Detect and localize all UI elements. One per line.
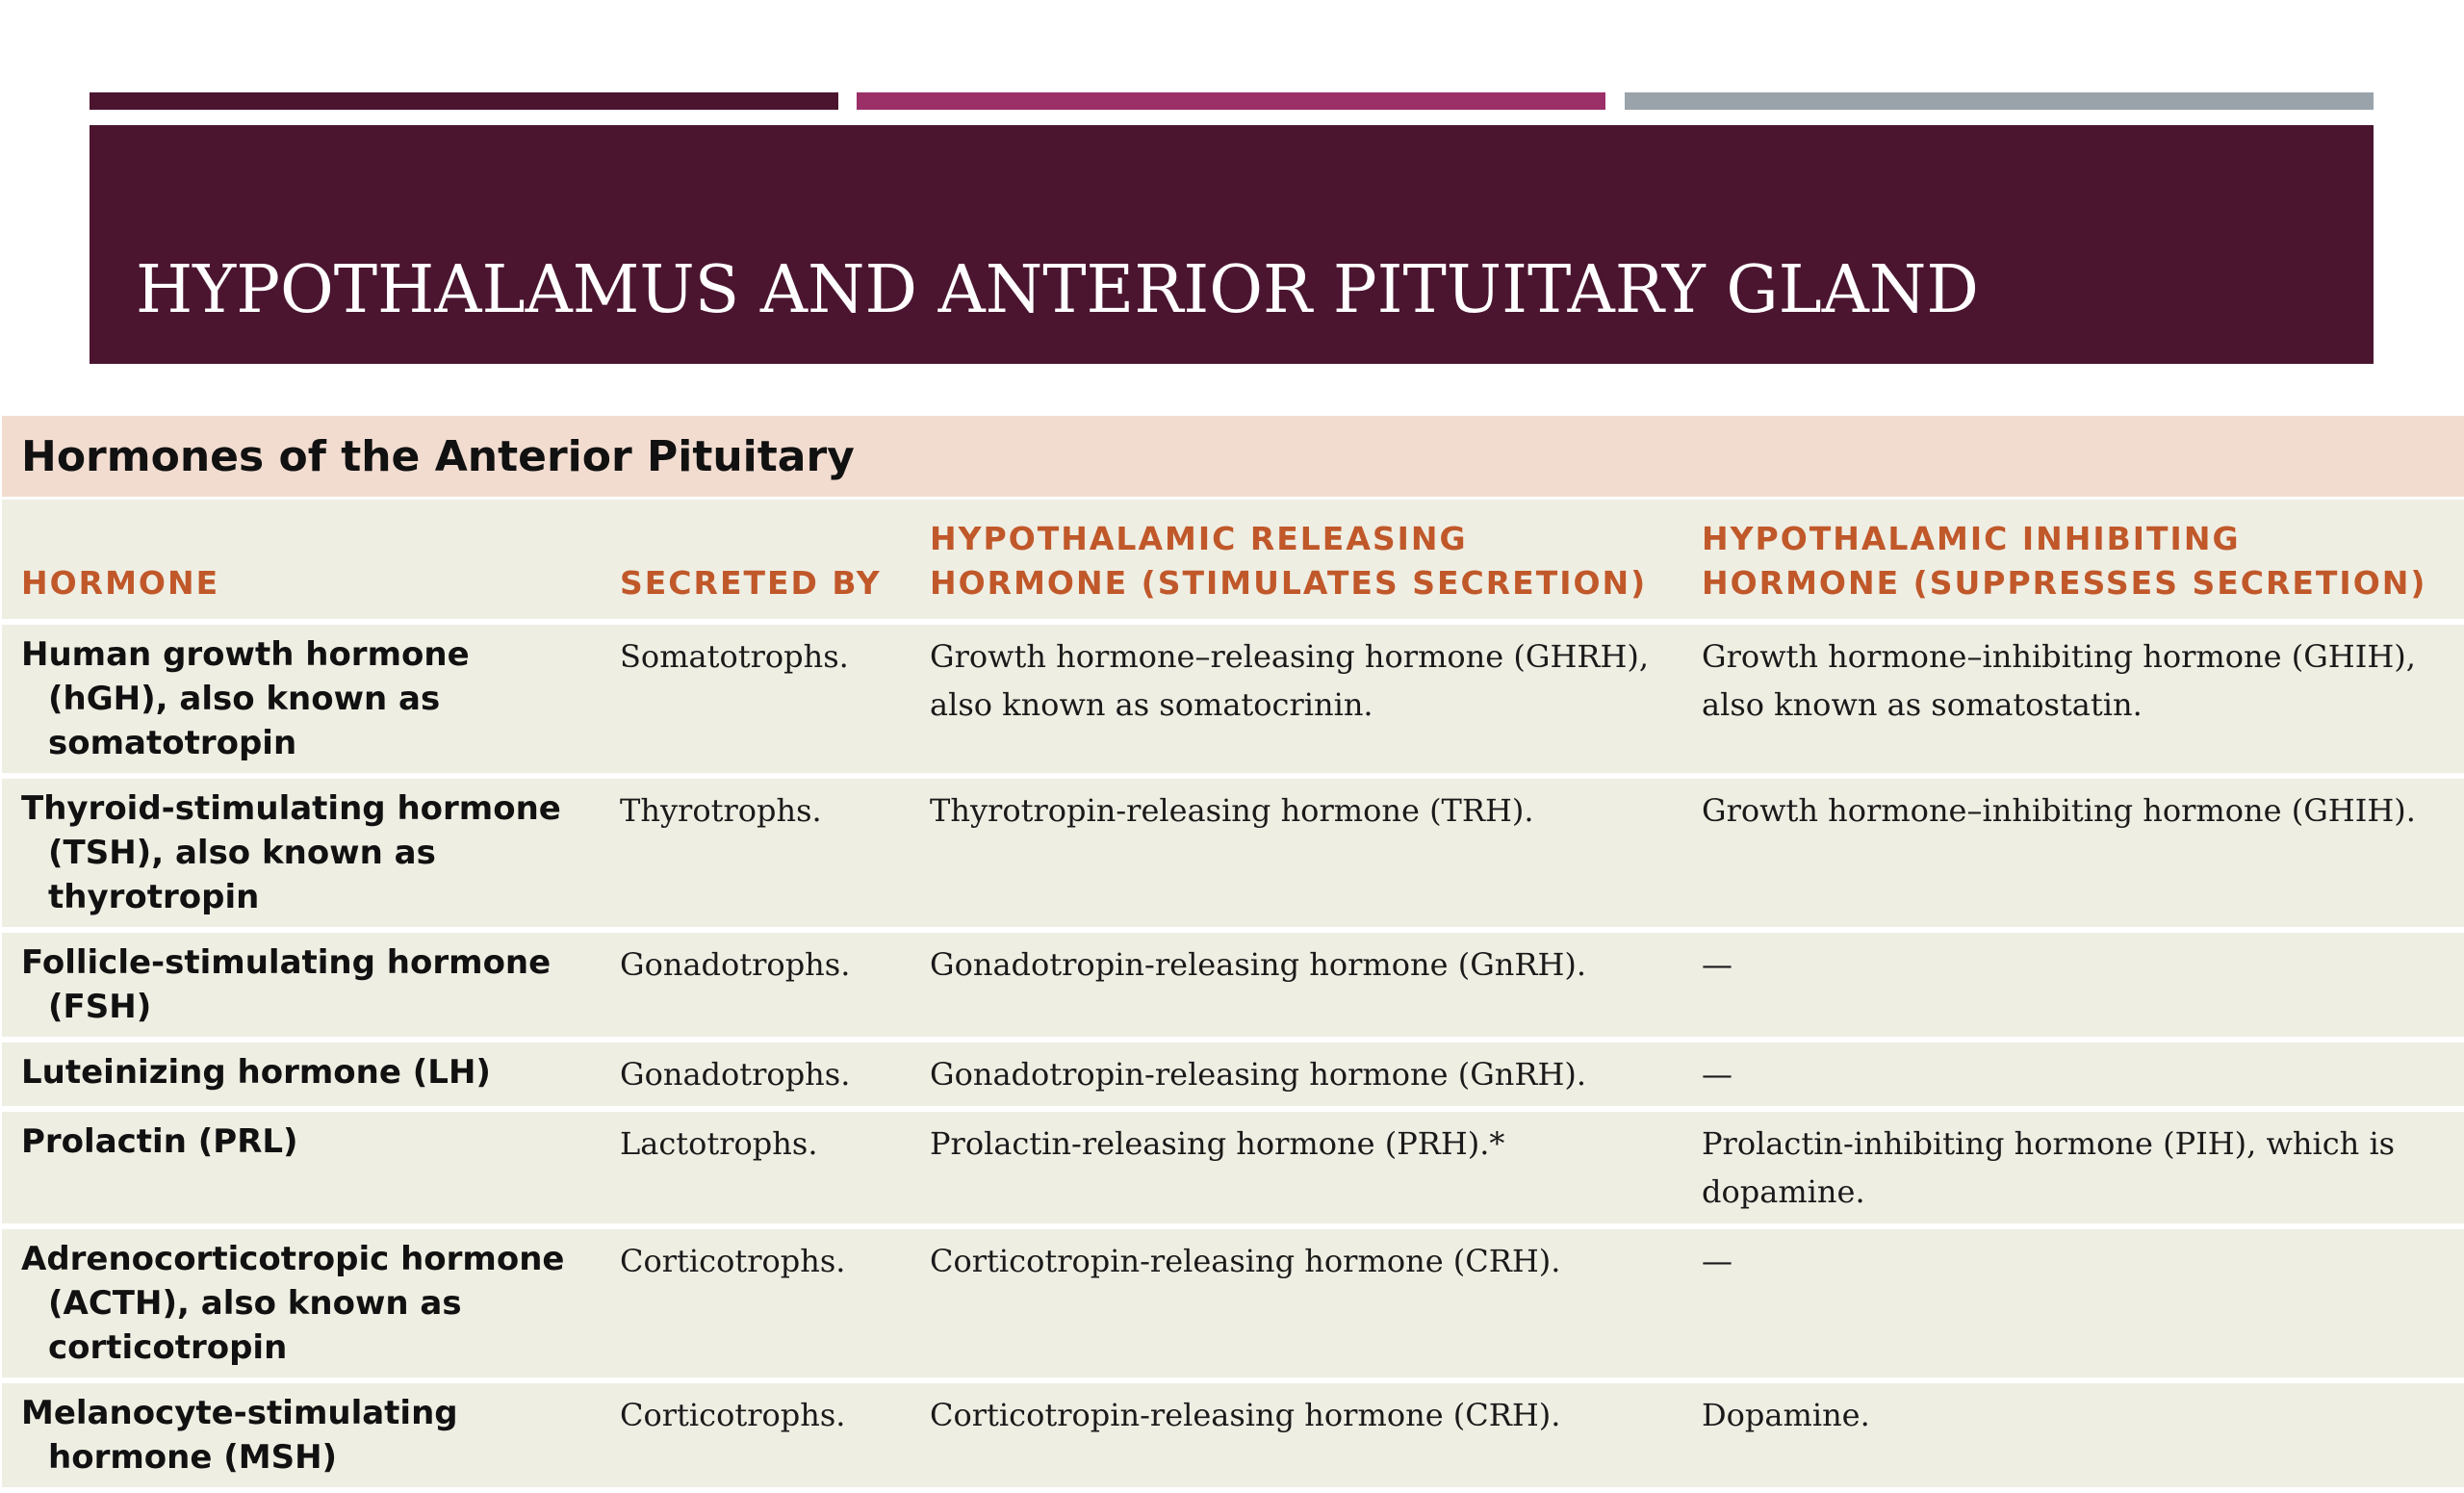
- releasing-cell: Corticotropin-releasing hormone (CRH).: [930, 1243, 1561, 1279]
- slide-title: HYPOTHALAMUS AND ANTERIOR PITUITARY GLAND: [136, 252, 1979, 328]
- header-inhibiting: [1702, 500, 2464, 622]
- hormones-table-panel: [2, 416, 2464, 1477]
- table-header: [2, 500, 2464, 622]
- accent-bar-dark: [90, 92, 838, 110]
- table-row: [2, 930, 2464, 1040]
- hormone-cell: [2, 776, 620, 930]
- releasing-cell: Thyrotropin-releasing hormone (TRH).: [930, 792, 1534, 829]
- inhibiting-cell: Growth hormone–inhibiting hormone (GHIH), also known as somatostatin.: [1702, 638, 2416, 723]
- hormone-name: Human growth hormone (hGH), also known as somatotropin: [21, 635, 470, 762]
- hormone-name: Thyroid-stimulating hormone (TSH), also known as thyrotropin: [21, 789, 561, 916]
- secreted-by-cell: Somatotrophs.: [620, 638, 849, 675]
- table-row: [2, 1380, 2464, 1490]
- inhibiting-cell: Growth hormone–inhibiting hormone (GHIH).: [1702, 792, 2416, 829]
- table-body: [2, 622, 2464, 1490]
- table-row: [2, 776, 2464, 930]
- header-secreted-by: [620, 500, 930, 622]
- accent-bar-magenta: [857, 92, 1605, 110]
- hormone-name: Prolactin (PRL): [21, 1122, 298, 1161]
- inhibiting-cell: Prolactin-inhibiting hormone (PIH), which is dopamine.: [1702, 1125, 2396, 1210]
- header-releasing: [930, 500, 1702, 622]
- hormone-cell: [2, 1226, 620, 1380]
- hormone-name: Follicle-stimulating hormone (FSH): [21, 943, 552, 1026]
- secreted-by-cell: Corticotrophs.: [620, 1243, 846, 1279]
- table-title: Hormones of the Anterior Pituitary: [2, 416, 2464, 497]
- releasing-cell: Gonadotropin-releasing hormone (GnRH).: [930, 1056, 1587, 1093]
- table-row: [2, 622, 2464, 776]
- releasing-cell: Corticotropin-releasing hormone (CRH).: [930, 1397, 1561, 1433]
- accent-bar-gray: [1625, 92, 2374, 110]
- header-inhibiting-line2: HORMONE (SUPPRESSES SECRETION): [1702, 564, 2427, 602]
- releasing-cell: Gonadotropin-releasing hormone (GnRH).: [930, 946, 1587, 983]
- secreted-by-cell: Corticotrophs.: [620, 1397, 846, 1433]
- header-releasing-line1: HYPOTHALAMIC RELEASING: [930, 520, 1468, 557]
- hormones-table: [2, 500, 2464, 1493]
- hormone-cell: [2, 622, 620, 776]
- hormone-name: Melanocyte-stimulating hormone (MSH): [21, 1394, 458, 1477]
- title-banner: [90, 125, 2374, 364]
- releasing-cell: Prolactin-releasing hormone (PRH).*: [930, 1125, 1505, 1162]
- table-row: [2, 1040, 2464, 1109]
- header-hormone-label: HORMONE: [21, 564, 220, 602]
- header-secreted-by-label: SECRETED BY: [620, 564, 882, 602]
- hormone-cell: [2, 1109, 620, 1226]
- header-hormone: [2, 500, 620, 622]
- header-releasing-line2: HORMONE (STIMULATES SECRETION): [930, 564, 1648, 602]
- hormone-name: Adrenocorticotropic hormone (ACTH), also known as corticotropin: [21, 1240, 565, 1367]
- inhibiting-cell: —: [1702, 1243, 1732, 1279]
- releasing-cell: Growth hormone–releasing hormone (GHRH), also known as somatocrinin.: [930, 638, 1649, 723]
- secreted-by-cell: Gonadotrophs.: [620, 946, 851, 983]
- hormone-cell: [2, 1380, 620, 1490]
- header-inhibiting-line1: HYPOTHALAMIC INHIBITING: [1702, 520, 2241, 557]
- secreted-by-cell: Lactotrophs.: [620, 1125, 818, 1162]
- hormone-cell: [2, 930, 620, 1040]
- hormone-cell: [2, 1040, 620, 1109]
- hormone-name: Luteinizing hormone (LH): [21, 1053, 491, 1092]
- header-row: [2, 500, 2464, 622]
- secreted-by-cell: Thyrotrophs.: [620, 792, 822, 829]
- inhibiting-cell: —: [1702, 1056, 1732, 1093]
- secreted-by-cell: Gonadotrophs.: [620, 1056, 851, 1093]
- table-row: [2, 1109, 2464, 1226]
- inhibiting-cell: Dopamine.: [1702, 1397, 1870, 1433]
- table-row: [2, 1226, 2464, 1380]
- inhibiting-cell: —: [1702, 946, 1732, 983]
